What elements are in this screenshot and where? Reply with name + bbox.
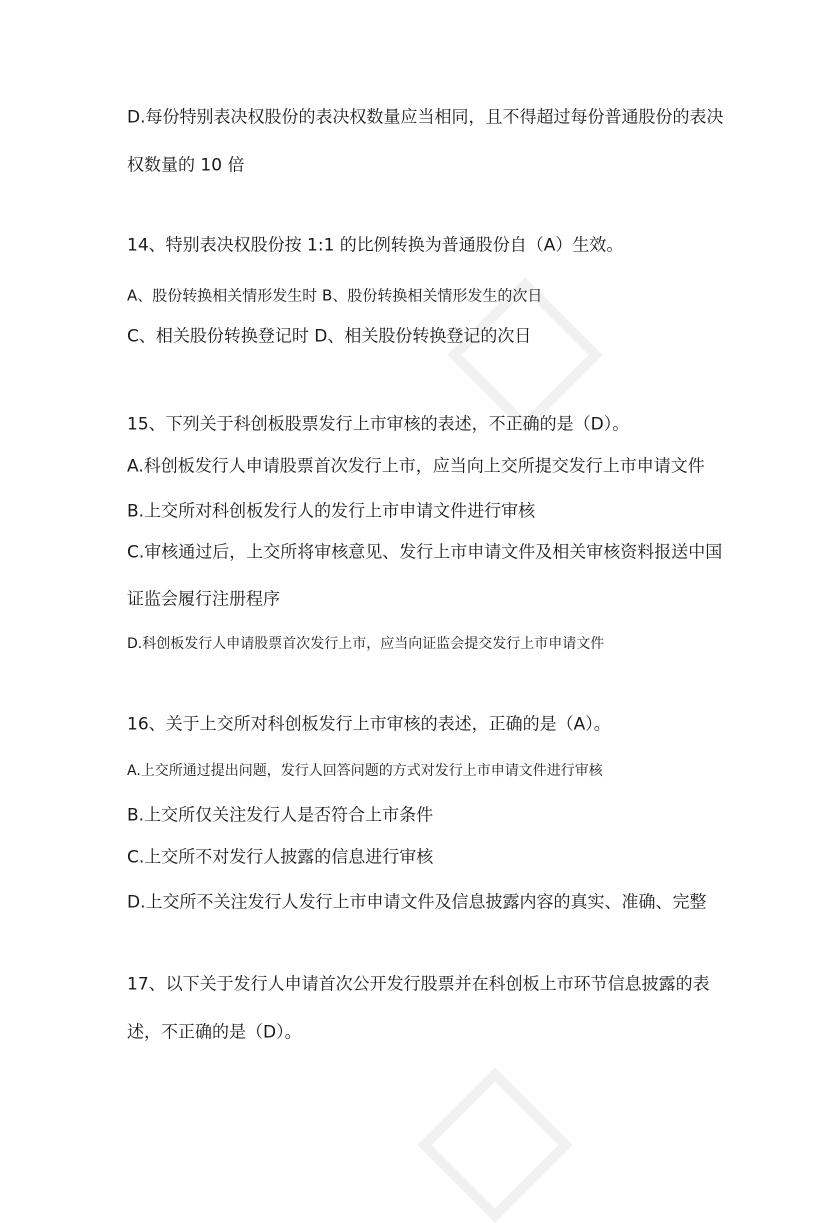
- q13-option-d-line1: D.每份特别表决权股份的表决权数量应当相同，且不得超过每份普通股份的表决: [127, 107, 724, 128]
- q15-option-c-line1: C.审核通过后，上交所将审核意见、发行上市申请文件及相关审核资料报送中国: [127, 542, 723, 563]
- watermark-logo: [417, 1067, 573, 1223]
- q14-stem: 14、特别表决权股份按 1:1 的比例转换为普通股份自（A）生效。: [127, 235, 624, 256]
- q15-option-b: B.上交所对科创板发行人的发行上市申请文件进行审核: [127, 501, 536, 522]
- q16-option-a: A.上交所通过提出问题，发行人回答问题的方式对发行上市申请文件进行审核: [127, 763, 603, 779]
- q13-option-d-line2: 权数量的 10 倍: [127, 155, 245, 176]
- q15-stem: 15、下列关于科创板股票发行上市审核的表述，不正确的是（D）。: [127, 414, 630, 435]
- q15-option-a: A.科创板发行人申请股票首次发行上市，应当向上交所提交发行上市申请文件: [127, 456, 705, 477]
- q17-stem-line1: 17、以下关于发行人申请首次公开发行股票并在科创板上市环节信息披露的表: [127, 974, 710, 995]
- q15-option-c-line2: 证监会履行注册程序: [127, 589, 280, 610]
- q15-option-d: D.科创板发行人申请股票首次发行上市，应当向证监会提交发行上市申请文件: [127, 636, 605, 652]
- q14-options-cd: C、相关股份转换登记时 D、相关股份转换登记的次日: [127, 326, 532, 347]
- q16-stem: 16、关于上交所对科创板发行上市审核的表述，正确的是（A）。: [127, 714, 611, 735]
- q16-option-b: B.上交所仅关注发行人是否符合上市条件: [127, 805, 434, 826]
- q16-option-d: D.上交所不关注发行人发行上市申请文件及信息披露内容的真实、准确、完整: [127, 892, 707, 913]
- q14-options-ab: A、股份转换相关情形发生时 B、股份转换相关情形发生的次日: [127, 286, 543, 305]
- q16-option-c: C.上交所不对发行人披露的信息进行审核: [127, 847, 434, 868]
- q17-stem-line2: 述，不正确的是（D）。: [127, 1022, 302, 1043]
